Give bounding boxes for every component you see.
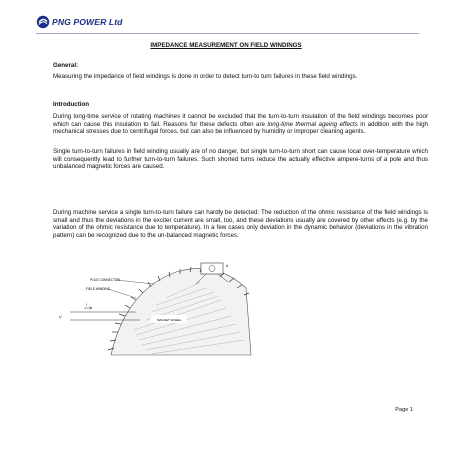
paragraph-intro-1 (53, 113, 428, 136)
current-label: I (86, 303, 87, 307)
field-winding-diagram (56, 260, 276, 360)
paragraph-intro-3: During machine service a single turn-to-turn failure can hardly be detected: The reduction of the ohmic resistance of the field windings is small and thus the deviations in the exciter current are small, too, and these deviations usually are covered by other effects (e.g. by the variation of the ohmic resistance due to temperature). In a few cases only deviation in the dynamic behavior (deviations in the vibration pattern) can be recognized due to the un-balanced magnetic forces. (53, 209, 428, 239)
field-winding-label: FIELD WINDING (86, 287, 111, 291)
paragraph-intro-2: Single turn-to-turn failures in field winding usually are of no danger, but single turn-to-turn short can cause local over-temperature which will consequently lead to further turn-to-turn failures. Such shorted turns reduce the actually effective ampere-turns of a pole and thus unbalanced magnetic forces are caused. (53, 148, 428, 171)
company-logo (36, 15, 123, 29)
header-rule (36, 33, 419, 34)
voltage-label: U (59, 315, 62, 319)
paragraph-intro-1-b: in addition with the high mechanical stresses due to centrifugal forces, but can also be influenced by humidity or improper cleaning agents. (53, 120, 428, 136)
png-power-logo-icon (36, 15, 50, 29)
pole-connector-label: POLE CONNECTOR (90, 278, 120, 282)
paragraph-intro-1-emphasis: long-time thermal ageing effects (267, 120, 358, 128)
paragraph-intro-1-a: During long-time service of rotating machines it cannot be excluded that the turn-to-turn insulation of the field windings becomes poor which can cause this insulation to fail. Reasons for these defects often are (53, 113, 428, 128)
section-heading-introduction: Introduction (53, 101, 90, 108)
paragraph-general: Measuring the impedance of field windings is done in order to detect turn-to turn failures in these field windings. (53, 73, 358, 80)
section-heading-general: General: (53, 62, 79, 69)
company-name: PNG POWER Ltd (52, 17, 123, 27)
magnet-wheel-label: MAGNET WHEEL (157, 318, 182, 322)
meter-label: A (226, 264, 229, 268)
page-number: Page 1 (395, 407, 413, 413)
document-title: IMPEDANCE MEASUREMENT ON FIELD WINDINGS (150, 42, 302, 49)
